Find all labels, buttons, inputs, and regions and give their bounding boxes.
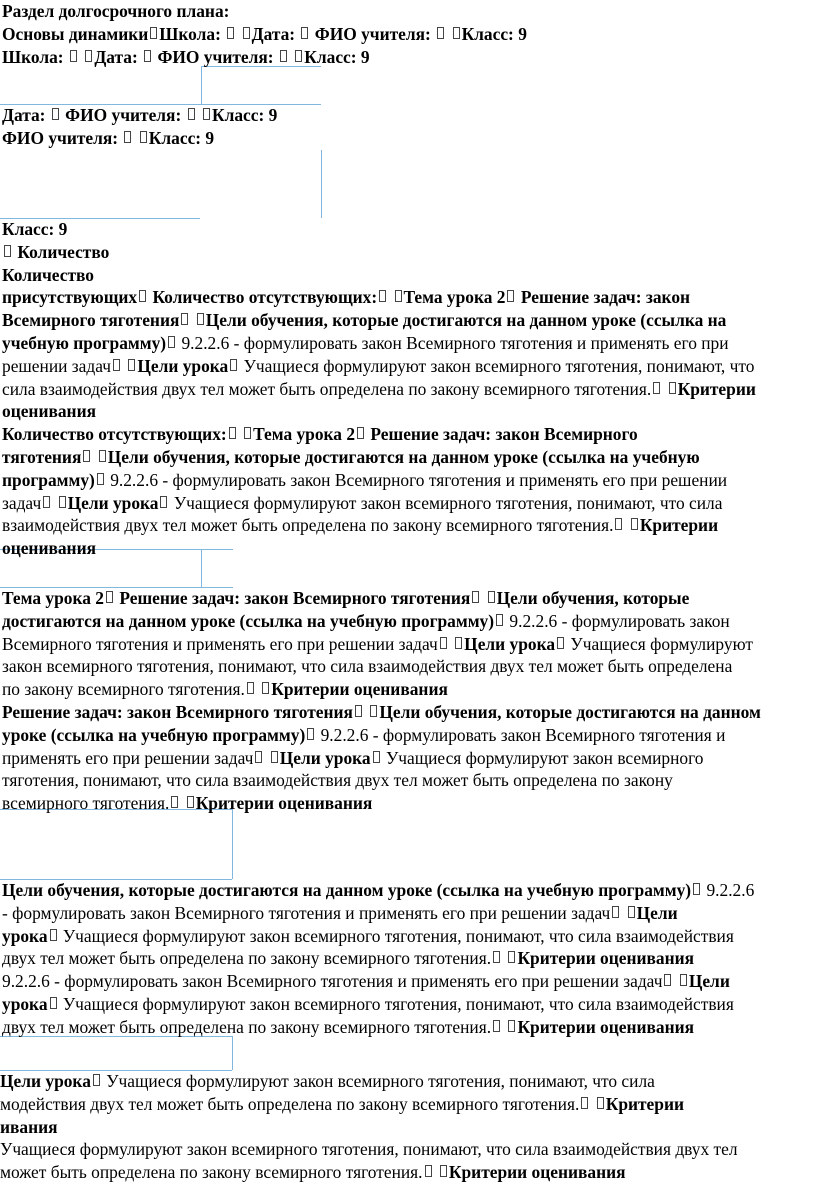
doc-line bbox=[0, 1070, 812, 1093]
doc-line bbox=[2, 127, 814, 150]
bold-text: Тема урока 2 bbox=[253, 424, 356, 445]
bold-text: Класс: 9 bbox=[304, 46, 370, 67]
bold-text: Количество bbox=[2, 264, 94, 285]
bold-text bbox=[236, 24, 240, 44]
bold-text: Дата: bbox=[2, 105, 50, 125]
text bbox=[502, 1017, 506, 1037]
doc-line bbox=[2, 46, 814, 69]
bold-text: уроке (ссылка на учебную программу) bbox=[2, 724, 306, 745]
missing-glyph-icon bbox=[472, 591, 479, 603]
text: сила взаимодействия двух тел может быть определена по закону всемирного тяготения. bbox=[2, 378, 652, 399]
bold-text: учебную программу) bbox=[2, 332, 167, 353]
text: Всемирного тяготения и применять его при решении задач bbox=[2, 633, 438, 654]
text bbox=[122, 356, 126, 376]
doc-line bbox=[2, 355, 814, 378]
missing-glyph-icon bbox=[43, 496, 50, 508]
missing-glyph-icon bbox=[197, 313, 204, 325]
doc-line bbox=[2, 655, 814, 678]
missing-glyph-icon bbox=[168, 336, 175, 348]
missing-glyph-icon bbox=[615, 518, 622, 530]
missing-glyph-icon bbox=[247, 682, 254, 694]
bold-text bbox=[133, 128, 137, 148]
bold-text: Цели обучения, которые достигаются на данном уроке (ссылка на bbox=[205, 310, 727, 331]
missing-glyph-icon bbox=[557, 637, 564, 649]
doc-line bbox=[2, 610, 814, 633]
text: по закону всемирного тяготения. bbox=[2, 679, 245, 700]
doc-line bbox=[2, 423, 814, 446]
missing-glyph-icon bbox=[59, 496, 66, 508]
bold-text bbox=[289, 47, 293, 67]
text bbox=[264, 748, 268, 768]
text-block-3 bbox=[2, 218, 814, 560]
bold-text: ФИО учителя: bbox=[2, 127, 123, 148]
doc-line bbox=[2, 724, 814, 747]
bold-text: Количество отсутствующих: bbox=[2, 424, 227, 445]
doc-line bbox=[2, 0, 814, 23]
bold-text: Количество bbox=[13, 241, 110, 262]
text: Учащиеся формулируют закон всемирного тяготения, понимают, что bbox=[239, 355, 755, 376]
bold-text: Цели bbox=[636, 902, 678, 923]
text: 9.2.2.6 - формулировать закон Всемирного тяготения и bbox=[316, 724, 726, 745]
missing-glyph-icon bbox=[97, 473, 104, 485]
missing-glyph-icon bbox=[243, 27, 250, 39]
bold-text bbox=[364, 702, 368, 722]
missing-glyph-icon bbox=[395, 290, 402, 302]
doc-line bbox=[2, 23, 814, 46]
bold-text: ФИО учителя: bbox=[60, 105, 186, 125]
doc-line bbox=[2, 970, 814, 993]
doc-line bbox=[2, 514, 814, 537]
doc-line bbox=[2, 947, 814, 970]
missing-glyph-icon bbox=[229, 427, 236, 439]
missing-glyph-icon bbox=[50, 997, 57, 1009]
doc-line bbox=[2, 492, 814, 515]
bold-text bbox=[238, 424, 242, 444]
missing-glyph-icon bbox=[230, 359, 237, 371]
missing-glyph-icon bbox=[93, 1074, 100, 1086]
text: может быть определена по закону всемирного тяготения. bbox=[0, 1162, 423, 1183]
missing-glyph-icon bbox=[301, 27, 308, 39]
missing-glyph-icon bbox=[693, 883, 700, 895]
bold-text: Решение задач: закон Всемирного тяготения bbox=[114, 588, 471, 608]
missing-glyph-icon bbox=[425, 1165, 432, 1177]
text: 9.2.2.6 bbox=[702, 880, 755, 900]
text: Учащиеся формулируют закон всемирного тяготения, понимают, что сила взаимодействия bbox=[58, 925, 734, 946]
doc-line bbox=[2, 218, 814, 241]
bold-text: урока bbox=[2, 925, 48, 946]
doc-line bbox=[2, 309, 814, 332]
text: - формулировать закон Всемирного тяготения и применять его при решении задач bbox=[2, 902, 611, 923]
text bbox=[673, 971, 677, 991]
doc-line bbox=[2, 378, 814, 401]
bold-text: Цели bbox=[688, 971, 730, 992]
bold-text: Решение задач: закон bbox=[516, 287, 691, 308]
text: задач bbox=[2, 492, 42, 513]
bold-text bbox=[79, 47, 83, 67]
doc-line bbox=[2, 332, 814, 355]
bold-text: Критерии оценивания bbox=[517, 1016, 695, 1037]
bold-text: достигаются на данном уроке (ссылка на учебную программу) bbox=[2, 610, 495, 631]
missing-glyph-icon bbox=[50, 929, 57, 941]
doc-line bbox=[2, 925, 814, 948]
bold-text: Решение задач: закон Всемирного тяготения bbox=[2, 701, 353, 722]
doc-line bbox=[2, 993, 814, 1016]
bold-text: Цели обучения, которые достигаются на данном bbox=[379, 701, 761, 722]
bold-text: Количество отсутствующих: bbox=[148, 287, 378, 308]
bold-text: Цели урока bbox=[137, 355, 229, 376]
bold-text: урока bbox=[2, 993, 48, 1014]
bold-text: Цели урока bbox=[279, 747, 371, 768]
missing-glyph-icon bbox=[680, 974, 687, 986]
text: модействия двух тел может быть определена по закону всемирного тяготения. bbox=[0, 1093, 580, 1114]
bold-text: Цели обучения, которые достигаются на данном уроке (ссылка на учебную bbox=[107, 446, 700, 467]
text: применять его при решении задач bbox=[2, 747, 254, 768]
bold-text: Тема урока 2 bbox=[2, 588, 104, 608]
rule-v-4 bbox=[232, 809, 233, 879]
text bbox=[624, 515, 628, 535]
text bbox=[449, 634, 453, 654]
doc-line bbox=[2, 1016, 814, 1039]
missing-glyph-icon bbox=[612, 906, 619, 918]
bold-text: Цели урока bbox=[67, 492, 159, 513]
bold-text: Цели обучения, которые bbox=[496, 588, 690, 608]
missing-glyph-icon bbox=[140, 131, 147, 143]
bold-text: Основы динамики bbox=[2, 23, 149, 44]
missing-glyph-icon bbox=[255, 751, 262, 763]
text: Учащиеся формулируют закон всемирного тяготения, понимают, что сила bbox=[169, 492, 723, 513]
missing-glyph-icon bbox=[280, 50, 287, 62]
doc-line bbox=[2, 879, 814, 902]
missing-glyph-icon bbox=[488, 591, 495, 603]
missing-glyph-icon bbox=[171, 796, 178, 808]
text-block-2 bbox=[2, 104, 814, 150]
missing-glyph-icon bbox=[99, 450, 106, 462]
missing-glyph-icon bbox=[379, 290, 386, 302]
missing-glyph-icon bbox=[128, 359, 135, 371]
bold-text bbox=[197, 105, 201, 125]
text bbox=[52, 493, 56, 513]
bold-text: Критерии оценивания bbox=[517, 948, 695, 969]
missing-glyph-icon bbox=[181, 313, 188, 325]
bold-text: ФИО учителя: bbox=[310, 23, 436, 44]
doc-line bbox=[2, 446, 814, 469]
bold-text: Класс: 9 bbox=[148, 127, 215, 148]
bold-text: Критерии оценивания bbox=[195, 793, 373, 814]
missing-glyph-icon bbox=[628, 906, 635, 918]
bold-text: Тема урока 2 bbox=[403, 287, 506, 308]
missing-glyph-icon bbox=[597, 1097, 604, 1109]
missing-glyph-icon bbox=[4, 245, 11, 257]
missing-glyph-icon bbox=[581, 1097, 588, 1109]
text: 9.2.2.6 - формулировать закон Всемирного тяготения и применять его при решении bbox=[105, 469, 728, 490]
bold-text: Критерии оценивания bbox=[271, 679, 448, 700]
text bbox=[256, 679, 260, 699]
missing-glyph-icon bbox=[295, 50, 302, 62]
text: двух тел может быть определена по закону всемирного тяготения. bbox=[2, 948, 492, 969]
missing-glyph-icon bbox=[52, 108, 59, 120]
text: взаимодействия двух тел может быть определена по закону всемирного тяготения. bbox=[2, 515, 614, 536]
missing-glyph-icon bbox=[437, 27, 444, 39]
missing-glyph-icon bbox=[160, 496, 167, 508]
doc-line bbox=[2, 264, 814, 287]
bold-text: ивания bbox=[0, 1116, 58, 1137]
doc-line bbox=[2, 902, 814, 925]
text: Учащиеся формулируют закон всемирного bbox=[381, 747, 704, 768]
bold-text bbox=[92, 447, 96, 467]
doc-line bbox=[2, 701, 814, 724]
bold-text bbox=[446, 24, 450, 44]
bold-text: Цели урока bbox=[0, 1071, 91, 1091]
missing-glyph-icon bbox=[440, 637, 447, 649]
text-block-4 bbox=[2, 587, 814, 815]
missing-glyph-icon bbox=[85, 50, 92, 62]
missing-glyph-icon bbox=[493, 1020, 500, 1032]
missing-glyph-icon bbox=[653, 382, 660, 394]
missing-glyph-icon bbox=[357, 427, 364, 439]
missing-glyph-icon bbox=[664, 974, 671, 986]
missing-glyph-icon bbox=[262, 682, 269, 694]
bold-text: Дата: bbox=[251, 23, 300, 44]
doc-line bbox=[0, 1093, 812, 1116]
bold-text: Дата: bbox=[94, 46, 143, 67]
doc-line bbox=[2, 769, 814, 792]
text bbox=[621, 903, 625, 923]
bold-text: оценивания bbox=[2, 401, 97, 422]
bold-text bbox=[481, 588, 485, 608]
missing-glyph-icon bbox=[203, 108, 210, 120]
bold-text: Раздел долгосрочного плана: bbox=[2, 1, 230, 21]
text: Учащиеся формулируют bbox=[566, 633, 753, 654]
missing-glyph-icon bbox=[227, 27, 234, 39]
text bbox=[180, 793, 184, 813]
missing-glyph-icon bbox=[70, 50, 77, 62]
missing-glyph-icon bbox=[453, 27, 460, 39]
missing-glyph-icon bbox=[493, 951, 500, 963]
doc-line bbox=[2, 633, 814, 656]
bold-text: присутствующих bbox=[2, 287, 138, 308]
missing-glyph-icon bbox=[187, 796, 194, 808]
missing-glyph-icon bbox=[144, 50, 151, 62]
doc-line bbox=[2, 469, 814, 492]
bold-text: Цели обучения, которые достигаются на данном уроке (ссылка на учебную программу) bbox=[2, 880, 692, 900]
text: Учащиеся формулируют закон всемирного тяготения, понимают, что сила bbox=[101, 1071, 655, 1091]
missing-glyph-icon bbox=[508, 951, 515, 963]
bold-text: тяготения bbox=[2, 446, 82, 467]
text: закон всемирного тяготения, понимают, что сила взаимодействия двух тел может быть определена bbox=[2, 656, 733, 677]
missing-glyph-icon bbox=[455, 637, 462, 649]
doc-line bbox=[2, 400, 814, 423]
bold-text: Критерии bbox=[639, 515, 719, 536]
missing-glyph-icon bbox=[440, 1165, 447, 1177]
missing-glyph-icon bbox=[669, 382, 676, 394]
missing-glyph-icon bbox=[106, 591, 113, 603]
doc-line bbox=[0, 1138, 812, 1161]
doc-line bbox=[2, 286, 814, 309]
bold-text: Цели урока bbox=[464, 633, 556, 654]
missing-glyph-icon bbox=[307, 728, 314, 740]
missing-glyph-icon bbox=[150, 27, 157, 39]
text-block-5 bbox=[2, 879, 814, 1039]
text: Учащиеся формулируют закон всемирного тяготения, понимают, что сила взаимодействия bbox=[58, 993, 734, 1014]
rule-v-1 bbox=[201, 66, 202, 104]
text bbox=[662, 379, 666, 399]
text: двух тел может быть определена по закону всемирного тяготения. bbox=[2, 1016, 492, 1037]
text: тяготения, понимают, что сила взаимодействия двух тел может быть определена по закону bbox=[2, 770, 673, 791]
bold-text: Класс: 9 bbox=[2, 219, 68, 239]
bold-text: Класс: 9 bbox=[461, 23, 527, 44]
doc-line bbox=[0, 1116, 812, 1139]
missing-glyph-icon bbox=[507, 290, 514, 302]
bold-text bbox=[388, 287, 392, 307]
bold-text: Всемирного тяготения bbox=[2, 310, 180, 331]
text bbox=[590, 1094, 594, 1114]
text-block-6 bbox=[0, 1070, 812, 1184]
missing-glyph-icon bbox=[113, 359, 120, 371]
bold-text: Школа: bbox=[2, 46, 68, 67]
text bbox=[434, 1162, 438, 1182]
doc-line bbox=[2, 747, 814, 770]
missing-glyph-icon bbox=[83, 450, 90, 462]
missing-glyph-icon bbox=[370, 705, 377, 717]
missing-glyph-icon bbox=[496, 614, 503, 626]
missing-glyph-icon bbox=[631, 518, 638, 530]
doc-line bbox=[2, 241, 814, 264]
text: всемирного тяготения. bbox=[2, 793, 170, 814]
missing-glyph-icon bbox=[508, 1020, 515, 1032]
missing-glyph-icon bbox=[139, 290, 146, 302]
text: Учащиеся формулируют закон всемирного тяготения, понимают, что сила взаимодействия двух тел bbox=[0, 1139, 738, 1160]
text-block-1 bbox=[2, 0, 814, 68]
missing-glyph-icon bbox=[373, 751, 380, 763]
missing-glyph-icon bbox=[124, 131, 131, 143]
bold-text: Школа: bbox=[159, 23, 226, 44]
bold-text: ФИО учителя: bbox=[153, 46, 278, 67]
text: 9.2.2.6 - формулировать закон Всемирного тяготения и применять его при bbox=[177, 332, 729, 353]
missing-glyph-icon bbox=[244, 427, 251, 439]
bold-text: программу) bbox=[2, 469, 95, 490]
missing-glyph-icon bbox=[188, 108, 195, 120]
bold-text bbox=[190, 310, 194, 330]
bold-text: оценивания bbox=[2, 538, 97, 559]
doc-line bbox=[2, 587, 814, 610]
doc-line bbox=[2, 678, 814, 701]
doc-line bbox=[0, 1161, 812, 1184]
text: 9.2.2.6 - формулировать закон bbox=[505, 610, 730, 631]
bold-text: Решение задач: закон Всемирного bbox=[366, 424, 638, 445]
rule-v-2 bbox=[321, 150, 322, 218]
missing-glyph-icon bbox=[355, 705, 362, 717]
text bbox=[502, 948, 506, 968]
doc-line bbox=[2, 537, 814, 560]
bold-text: Класс: 9 bbox=[211, 105, 278, 125]
text: решении задач bbox=[2, 355, 111, 376]
bold-text: Критерии оценивания bbox=[448, 1162, 626, 1183]
missing-glyph-icon bbox=[271, 751, 278, 763]
text: 9.2.2.6 - формулировать закон Всемирного тяготения и применять его при решении задач bbox=[2, 971, 663, 992]
bold-text: Критерии bbox=[677, 378, 756, 399]
doc-line bbox=[2, 792, 814, 815]
bold-text: Критерии bbox=[605, 1093, 684, 1114]
doc-line bbox=[2, 104, 814, 127]
rule-v-5 bbox=[232, 1036, 233, 1070]
